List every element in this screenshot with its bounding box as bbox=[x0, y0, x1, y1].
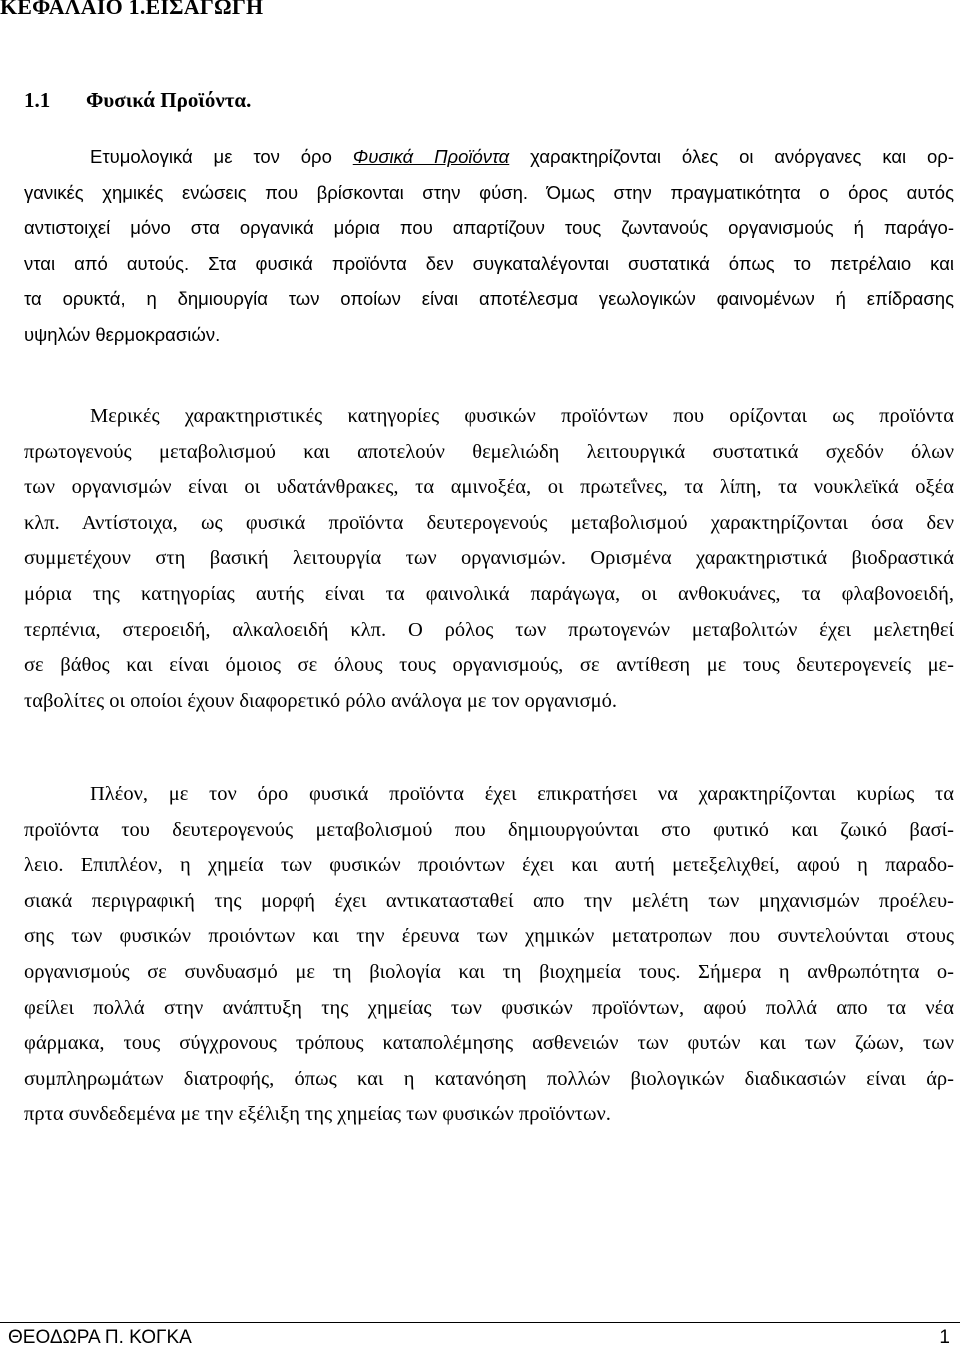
paragraph-3-line: πρτα συνδεδεμένα με την εξέλιξη της χημείας των φυσικών προϊόντων. bbox=[24, 1103, 611, 1126]
paragraph-3-line: λειο. Επιπλέον, η χημεία των φυσικών προιόντων έχει και αυτή μετεξελιχθεί, αφού η παραδο- bbox=[24, 854, 954, 877]
paragraph-1-text-after: χαρακτηρίζονται όλες οι ανόργανες και ορ- bbox=[509, 146, 954, 167]
paragraph-3-line: σης των φυσικών προιόντων και την έρευνα των χημικών μετατροπων που συντελούνται στους bbox=[24, 925, 954, 948]
paragraph-3-line: συμπληρωμάτων διατροφής, όπως και η κατανόηση πολλών βιολογικών διαδικασιών είναι άρ- bbox=[24, 1067, 954, 1090]
paragraph-1-line: αντιστοιχεί μόνο στα οργανικά μόρια που απαρτίζουν τους ζωντανούς οργανισμούς ή παράγο- bbox=[24, 217, 954, 239]
paragraph-2-line: μόρια της κατηγορίας αυτής είναι τα φαινολικά παράγωγα, οι ανθοκυάνες, τα φλαβονοειδή, bbox=[24, 582, 954, 605]
paragraph-2-line: τερπένια, στεροειδή, αλκαλοειδή κλπ. Ο ρόλος των πρωτογενών μεταβολιτών έχει μελετηθεί bbox=[24, 618, 954, 641]
term-natural-products: Φυσικά Προϊόντα bbox=[352, 146, 510, 167]
paragraph-2-line: των οργανισμών είναι οι υδατάνθρακες, τα αμινοξέα, οι πρωτεΐνες, τα λίπη, τα νουκλεϊκά οξέα bbox=[24, 476, 954, 499]
paragraph-1-line: τα ορυκτά, η δημιουργία των οποίων είναι αποτέλεσμα γεωλογικών φαινομένων ή επίδρασης bbox=[24, 288, 954, 310]
paragraph-3-line: φάρμακα, τους σύγχρονους τρόπους καταπολέμησης ασθενειών των φυτών και των ζώων, των bbox=[24, 1032, 954, 1055]
paragraph-2-line: κλπ. Αντίστοιχα, ως φυσικά προϊόντα δευτερογενούς μεταβολισμού χαρακτηρίζονται όσα δεν bbox=[24, 511, 954, 534]
paragraph-2-line: Μερικές χαρακτηριστικές κατηγορίες φυσικών προϊόντων που ορίζονται ως προϊόντα bbox=[90, 405, 954, 427]
paragraph-3-line: Πλέον, με τον όρο φυσικά προϊόντα έχει επικρατήσει να χαρακτηρίζονται κυρίως τα bbox=[90, 783, 954, 805]
paragraph-1-line bbox=[24, 139, 954, 175]
footer-divider bbox=[0, 1322, 960, 1323]
paragraph-3-line: προϊόντα του δευτερογενούς μεταβολισμού που δημιουργούνται στο φυτικό και ζωικό βασί- bbox=[24, 818, 954, 841]
paragraph-1-text-before: Ετυμολογικά με τον όρο bbox=[90, 146, 353, 167]
footer-author: ΘΕΟΔΩΡΑ Π. ΚΟΓΚΑ bbox=[8, 1327, 192, 1348]
paragraph-1-line: υψηλών θερμοκρασιών. bbox=[24, 323, 221, 345]
paragraph-2-line: ταβολίτες οι οποίοι έχουν διαφορετικό ρόλο ανάλογα με τον οργανισμό. bbox=[24, 689, 617, 712]
paragraph-2-line: σε βάθος και είναι όμοιος σε όλους τους οργανισμούς, σε αντίθεση με τους δευτερογενείς με- bbox=[24, 654, 954, 677]
page-number: 1 bbox=[939, 1327, 950, 1348]
paragraph-2 bbox=[24, 399, 954, 719]
paragraph-1-line: γανικές χημικές ενώσεις που βρίσκονται στην φύση. Όμως στην πραγματικότητα ο όρος αυτός bbox=[24, 181, 954, 203]
paragraph-2-line: συμμετέχουν στη βασική λειτουργία των οργανισμών. Ορισμένα χαρακτηριστικά βιοδραστικά bbox=[24, 547, 954, 570]
paragraph-3 bbox=[24, 777, 954, 1133]
paragraph-3-line: οργανισμούς σε συνδυασμό με τη βιολογία και τη βιοχημεία τους. Σήμερα η ανθρωπότητα ο- bbox=[24, 960, 954, 983]
section-number: 1.1 bbox=[24, 88, 51, 112]
section-heading bbox=[24, 88, 251, 113]
paragraph-3-line: φείλει πολλά στην ανάπτυξη της χημείας των φυσικών προϊόντων, αφού πολλά απο τα νέα bbox=[24, 996, 954, 1019]
paragraph-3-line: σιακά περιγραφική της μορφή έχει αντικατασταθεί απο την μελέτη των μηχανισμών προέλευ- bbox=[24, 889, 954, 912]
paragraph-2-line: πρωτογενούς μεταβολισμού και αποτελούν θεμελιώδη λειτουργικά συστατικά σχεδόν όλων bbox=[24, 440, 954, 463]
paragraph-1 bbox=[24, 139, 954, 353]
paragraph-1-line: νται από αυτούς. Στα φυσικά προϊόντα δεν συγκαταλέγονται συστατικά όπως το πετρέλαιο και bbox=[24, 252, 954, 274]
chapter-heading: ΚΕΦΑΛΑΙΟ 1.ΕΙΣΑΓΩΓΗ bbox=[0, 0, 264, 19]
section-title: Φυσικά Προϊόντα. bbox=[86, 88, 252, 112]
